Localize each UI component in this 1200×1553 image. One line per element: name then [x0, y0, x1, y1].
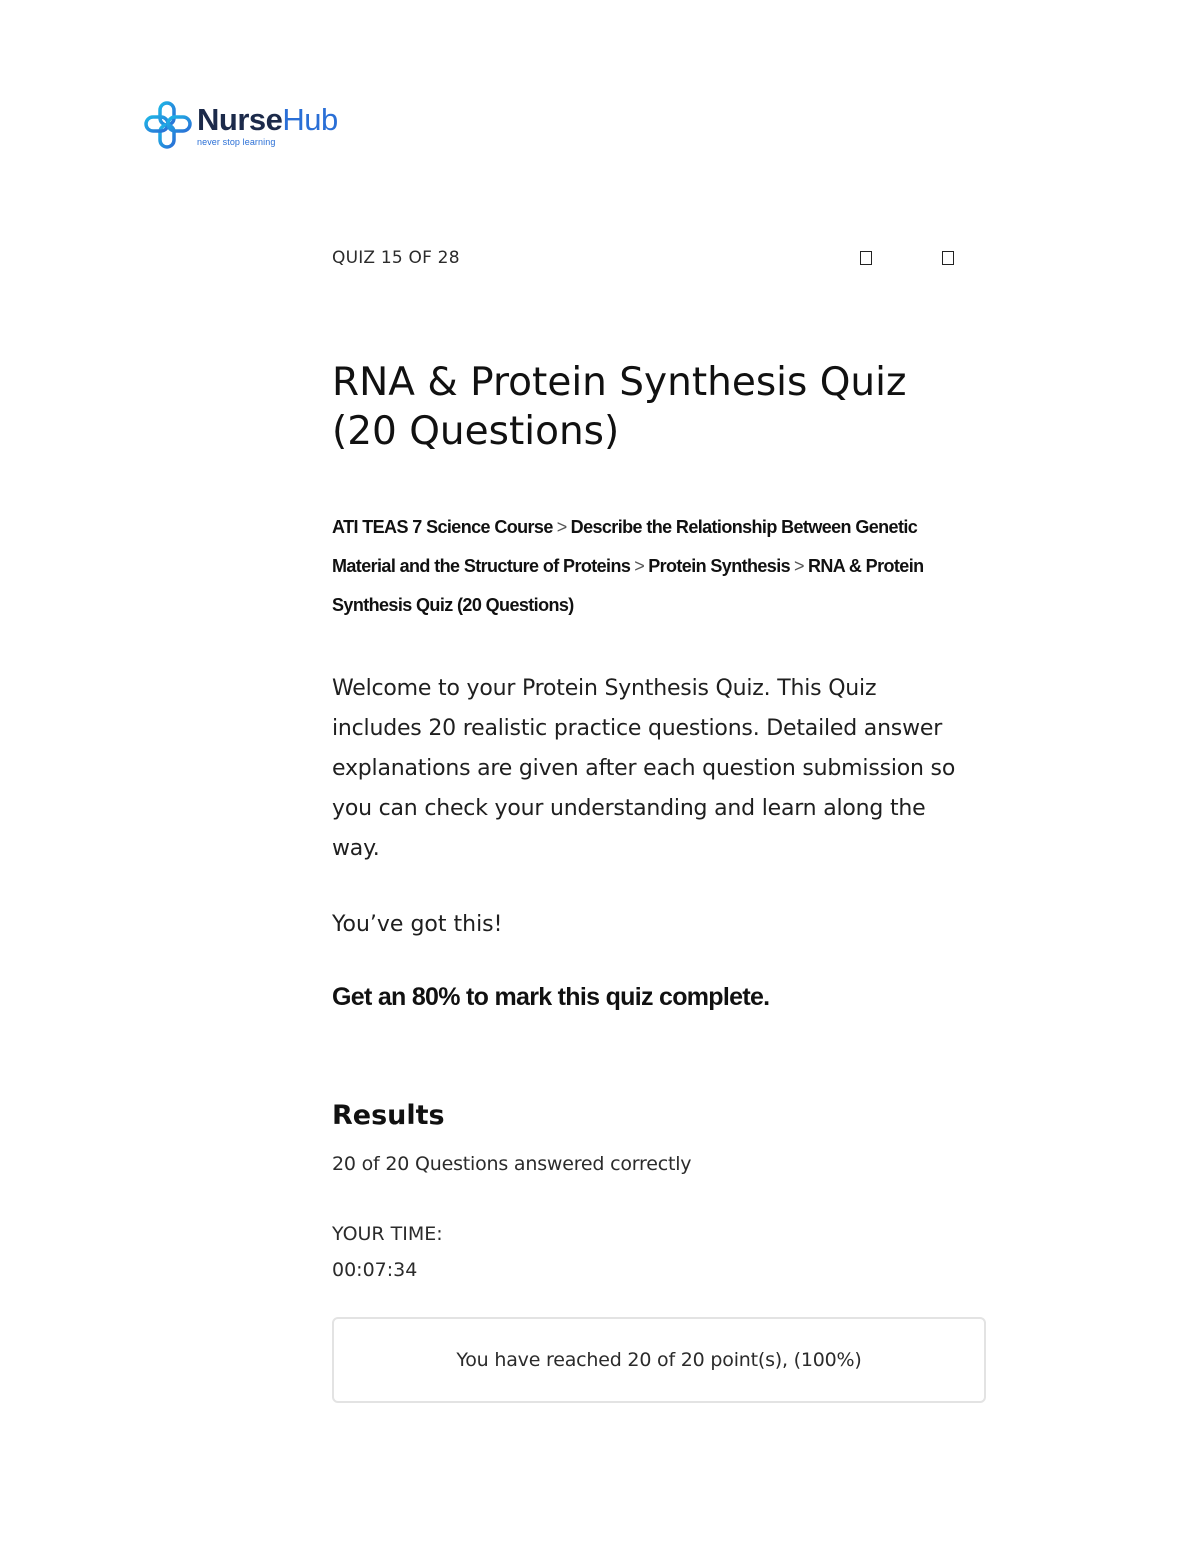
breadcrumb-separator: > [556, 517, 567, 537]
results-summary: 20 of 20 Questions answered correctly [332, 1153, 692, 1175]
logo-wordmark [197, 101, 338, 137]
breadcrumb [332, 508, 932, 625]
quiz-header [332, 240, 986, 276]
breadcrumb-link-topic[interactable]: Describe the Relationship Between Genetic Material and the Structure of Proteins [332, 517, 918, 576]
quiz-completion-goal: Get an 80% to mark this quiz complete. [332, 983, 770, 1011]
breadcrumb-current: RNA & Protein Synthesis Quiz (20 Questions) [332, 556, 924, 615]
quiz-intro-text: Welcome to your Protein Synthesis Quiz. This Quiz includes 20 realistic practice questions. Detailed answer explanations are given after each question submission so you can check your understanding and learn along the way. [332, 676, 956, 861]
quiz-counter: QUIZ 15 OF 28 [332, 248, 460, 268]
breadcrumb-separator: > [794, 556, 804, 576]
page-title: RNA & Protein Synthesis Quiz (20 Questions) [332, 360, 907, 454]
next-quiz-button[interactable] [942, 251, 954, 265]
nursehub-logo-icon [143, 100, 193, 150]
points-result-text: You have reached 20 of 20 point(s), (100%) [456, 1349, 862, 1371]
time-label: YOUR TIME: [332, 1223, 443, 1245]
quiz-encouragement: You’ve got this! [332, 912, 503, 937]
breadcrumb-link-lesson[interactable]: Protein Synthesis [648, 556, 791, 576]
results-heading: Results [332, 1100, 445, 1131]
time-value: 00:07:34 [332, 1259, 418, 1281]
breadcrumb-link-course[interactable]: ATI TEAS 7 Science Course [332, 517, 553, 537]
logo-name-part2: Hub [282, 101, 338, 137]
quiz-content [332, 240, 986, 1403]
logo-tagline: never stop learning [197, 136, 276, 147]
previous-quiz-button[interactable] [860, 251, 872, 265]
logo-name-part1: Nurse [197, 101, 283, 137]
breadcrumb-separator: > [634, 556, 645, 576]
quiz-nav [860, 251, 954, 265]
nursehub-logo[interactable] [143, 100, 338, 150]
points-result-box [332, 1317, 986, 1403]
